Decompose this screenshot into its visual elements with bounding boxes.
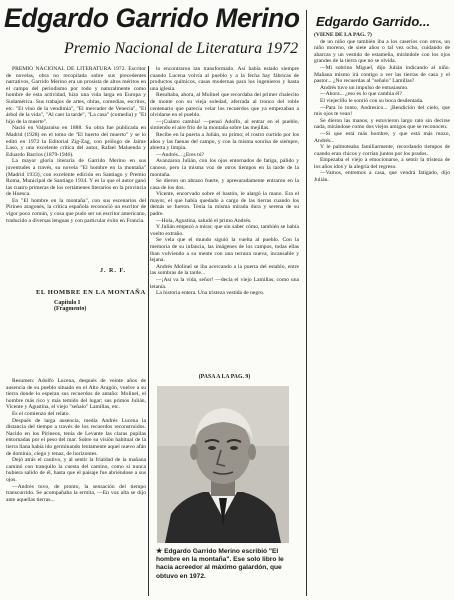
paragraph: La historia entera. Una tristeza vestida de negro. <box>156 290 265 297</box>
continued-from-note: (VIENE DE LA PAG. 7) <box>314 32 372 38</box>
paragraph: —Mi sobrino Miguel, dijo Julián indicando al niño. Mañana mismo irá contigo a ver las tierras de casa y el pastor... ¿No recuerdas al "señalo" Lamillas? <box>314 64 450 85</box>
section-title: EL HOMBRE EN LA MONTAÑA <box>36 289 146 296</box>
paragraph: —Ahora... ¿eso es lo que cambia él? <box>320 91 402 98</box>
paragraph: El viejecillo le sonrió con su boca desdentada. <box>320 97 424 104</box>
continuation-note: (PASA A LA PAG. 9) <box>198 374 251 380</box>
paragraph: de un niño que también iba a los caseríos con otros, un niño moreno, de siete años o tal vez ocho, cuidando de abarcas y un vestido de estameña, mirándole con los ojos grandes de la tierra que no se olvida. <box>314 38 450 65</box>
paragraph: Dejó atrás el cautivo, y al sentir la frialdad de la mañana caminó con tranquilo la cuesta del camino, como si nunca hubiera salido de él, hasta que el paisaje fue abriéndose a sus ojos. <box>6 457 146 483</box>
paragraph: —Para lo tonto, Andresico... ¡Bendición del cielo, que mis ojos te vean! <box>314 104 450 118</box>
chapter-subtitle: (Fragmento) <box>54 306 87 312</box>
paragraph: Es el comienzo del relato. <box>12 410 70 417</box>
article-title: Edgardo Garrido Merino <box>4 3 300 33</box>
paragraph: —Andrés tuvo, de pronto, la sensación del tiempo transcurrido. Se acompañaba la ermita, —En voz alta se dijo ante aquellas tierras... <box>6 483 146 503</box>
paragraph: —Hola, Agustina, saludó el primo Andrés. <box>156 217 252 224</box>
paragraph: La mayor gloria literaria de Garrido Merino en sus juventudes a través, su novela "El hombre en la montaña" (Madrid 1933), con excelente edición en Santiago y Premio Roma, Municipal de Santiago 1934. Y es la que el autor ganó las cuatro primeras de los certámenes literarios en la provincia de Huesca. <box>6 158 146 198</box>
column-left-top <box>6 66 146 266</box>
paragraph: lo encontraron tan transformado. Así había estado siempre cuando Lucena volvía al pueblo y a la fecha hay fábricas de productos químicos, casas modernas para los ingenieros y hasta una iglesia. <box>150 66 299 92</box>
paragraph: Se vela que el mundo siguió la vuelta al pueblo. Con la memoria de su infancia, las imágenes de los campos, todas ellas iban volviendo a su mente con una ternura nueva, incansable y lejana. <box>150 237 299 264</box>
chapter-number: Capítulo I <box>54 300 81 306</box>
paragraph: Andrés Molinel se iba acercando a la puerta del establo, entre las sombras de la tarde... <box>150 263 299 277</box>
paragraph: Resumen: Adolfo Lucena, después de veinte años de ausencia de su pueblo situado en el Alto Aragón, vuelve a su tierra donde lo esperan sus recuerdos de antaño: Molinel, el hombre más rico y más temido del lugar; sus primos Julián, Vicente y Agustina, el viejo "señalo" Lamillas, etc. <box>6 378 146 411</box>
paragraph: —Vamos, entremos a casa, que vendrá fatigado, dijo Julián. <box>314 170 450 184</box>
column-divider <box>148 66 149 596</box>
star-icon: ★ <box>156 548 163 555</box>
paragraph: Y le palmoteaba familiarmente, recordando tiempos de cuando eran chicos y corrían juntos por los prados. <box>314 144 450 157</box>
article-subtitle: Premio Nacional de Literatura 1972 <box>64 40 299 57</box>
paragraph: En "El hombre en la montaña", con sus escenarios del Pirineo aragonés, la crítica española reconoció un escritor de vigor poco común, y cosa que pudo ser un escritor americano, traducido a diversas lenguas y con particular éxito en Francia. <box>6 197 146 224</box>
column-right <box>314 32 450 348</box>
author-initials: J. R. F. <box>100 268 126 274</box>
paragraph: Y Julián empezó a mirar, que sin saber cómo, también se había vuelto extraño. <box>150 224 299 237</box>
paragraph: —Si que está más hombre, y que está más mozo, Andrés... <box>314 130 450 144</box>
column-middle <box>150 66 299 372</box>
column-divider <box>306 10 307 596</box>
paragraph: Vicente, encorvado sobre el bastón, le alargó la mano. Era el mayor, el que había quedado a cargo de las tierras cuando los demás se fueron. Tenía la misma mirada dura y serena de su padre. <box>150 191 299 218</box>
continued-article-title: Edgardo Garrido... <box>316 14 431 29</box>
paragraph: Después de larga ausencia, media Andrés Lucena la distancia del tiempo a través de los recuerdos reconstruidos. Nacido en los Pirineos, tenía de Levante las claras pupilas entornadas por el peso del mar. Sobre su visión habitual de la tierra llana había ido germinando lentamente aquel nuevo afán de dominio, ciego y tenaz, de horizontes. <box>6 417 146 457</box>
paragraph: Avanzaron Julián, con los ojos entornados de fatiga, pálido y canoso, pero la misma voz de otros tiempos en la tarde de la montaña. <box>150 158 299 178</box>
caption-text: Edgardo Garrido Merino escribió "El hombre en la montaña". Ese solo libro le hacía acreedor al máximo galardón, que obtuvo en 1972. <box>156 548 284 580</box>
photo-caption <box>156 548 296 581</box>
paragraph: PREMIO NACIONAL DE LITERATURA 1972. Escritor de novelas, obra no recopilada sobre sus precedentes narrativos, Garrido Merino era un prosista de altos méritos en el campo del periodismo por todo y naturalmente como hombre de esta actividad, hizo una vida larga en Europa y Sudamérica. Sus trabajos de artes, obras, comedias, escritos, etc. "El vino de la vendimia", "El mercader de Venecia", "El árbol de la vida", "Al caer la tarde", "La casa" (comedia) y "El hijo de la muerte". <box>6 66 146 125</box>
paragraph: —¡Cuánto cambia! —pensó Adolfo, al entrar en el pueblo, sintiendo el aire frío de la montaña sobre las mejillas. <box>150 118 299 132</box>
paragraph: Recibe en la puerta a Julián, su primo; el rostro curtido por los años y las faenas del campo, y con la misma sonrisa de siempre, abierta y limpia. <box>150 131 299 152</box>
portrait-illustration <box>157 386 289 543</box>
column-left-bottom <box>6 378 146 596</box>
paragraph: Se dieron un abrazo fuerte, y apresuradamente entraron en la casa de los dos. <box>150 178 299 191</box>
portrait-photo <box>157 386 289 543</box>
paragraph: Se dieron las manos, y estuvieron largo rato sin decirse nada, mirándose como dos viejos amigos que se reconocen. <box>314 117 450 131</box>
paragraph: —Andrés... ¿Eres tú? <box>156 151 204 158</box>
chapter-heading <box>54 300 86 312</box>
paragraph: Resultaba, ahora, al Molinel que recordaba del primer chalecito de monte con su vieja soledad, aferrada al tronco del roble centenario que parecía velar los recuerdos que ya empezaban a olvidarse en el pueblo. <box>150 92 299 119</box>
paragraph: Empezaba el viejo a emocionarse, a sentir la tristeza de los años idos y la alegría del regreso. <box>314 157 450 170</box>
paragraph: Nació en Valparaíso en 1888. Su obra fue publicada en Madrid (1928) en el tomo de "El huerto del muerto" y se lo editó en 1972 la Editorial Zig-Zag, con prólogo de Jaime Laso, y una excelente crítica del autor, Rafael Maluenda y Eduardo Barrios (1879-1946). <box>6 125 146 158</box>
paragraph: Andrés tuvo un impulso de entusiasmo. <box>320 84 409 91</box>
paragraph: —¡Así va la vida, señor! —decía el viejo Lamillas, como una letanía. <box>150 277 299 290</box>
